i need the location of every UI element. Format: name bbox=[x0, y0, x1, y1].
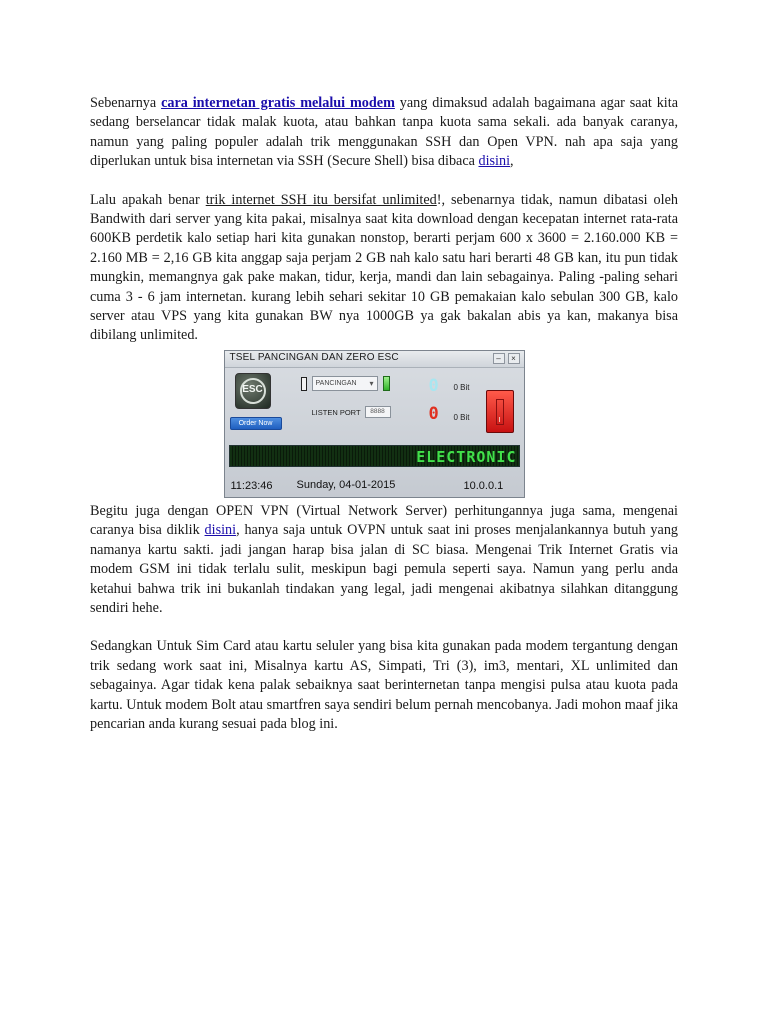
upload-counter: 0 bbox=[428, 375, 439, 396]
para3-text-start: Begitu juga dengan OPEN VPN (Virtual Network Server) perhitungannya juga sama, mengenai caranya bisa diklik bbox=[90, 502, 678, 539]
listen-port-label: LISTEN PORT bbox=[311, 407, 361, 417]
download-counter: 0 bbox=[428, 403, 439, 424]
paragraph-4: Sedangkan Untuk Sim Card atau kartu seluler yang bisa kita gunakan pada modem tergantung dengan trik sedang work saat ini, Misalnya kartu AS, Simpati, Tri (3), im3, mentari, XL unlimited dan sebagainya. Agar tidak kena palak sebaiknya saat berinternetan tanpa mengisi pulsa atau kuota pada kartu. Untuk modem Bolt atau smartfren saya sendiri belum pernah mencobanya. Jadi mohon maaf jika pencarian anda kurang sesuai pada blog ini. bbox=[90, 638, 678, 732]
document-body bbox=[90, 94, 678, 734]
logo-text: ESC bbox=[242, 383, 263, 395]
mode-select[interactable] bbox=[312, 376, 378, 391]
upload-bits: 0 Bit bbox=[453, 382, 470, 392]
minimize-icon[interactable]: – bbox=[493, 353, 505, 364]
internet-gratis-link[interactable]: cara internetan gratis melalui modem bbox=[161, 95, 395, 111]
listen-port-input[interactable]: 8888 bbox=[365, 406, 391, 418]
disini-link-ovpn[interactable]: disini bbox=[204, 522, 237, 539]
date-readout: Sunday, 04-01-2015 bbox=[296, 478, 396, 491]
app-titlebar bbox=[225, 351, 524, 368]
para2-text-rest: !, sebenarnya tidak, namun dibatasi oleh Bandwith dari server yang kita pakai, misalnya saat kita download dengan kecepatan internet rata-rata 600KB perdetik kalo setiap hari kita gunakan nonstop, berarti perjam 600 x 3600 = 2.160.000 KB = 2.160 MB = 2,16 GB kita anggap saja perjam 2 GB nah kalo satu hari berarti 48 GB kan, itu pun tidak mungkin, memangnya gak pake makan, tidur, kerja, mandi dan lain sebagainya. Paling -paling sehari cuma 3 - 6 jam internetan. kurang lebih sehari sekitar 10 GB pemakaian kalo sebulan 300 GB, kalo server atau VPS yang kita gunakan BW nya 1000GB ya gak bakalan abis ya kan, makanya bisa dibilang unlimited. bbox=[90, 191, 678, 344]
led-ticker bbox=[229, 445, 520, 467]
disini-link-ssh[interactable]: disini bbox=[478, 153, 511, 170]
download-bits: 0 Bit bbox=[453, 412, 470, 422]
power-switch[interactable] bbox=[486, 390, 514, 433]
para2-text-start: Lalu apakah benar bbox=[90, 191, 206, 208]
order-now-button[interactable]: Order Now bbox=[230, 417, 282, 430]
ticker-text: ELECTRONIC bbox=[416, 447, 517, 466]
para1-text-start: Sebenarnya bbox=[90, 95, 162, 111]
paragraph-gap bbox=[90, 618, 678, 637]
app-statusbar bbox=[225, 473, 524, 497]
esc-logo bbox=[235, 373, 271, 409]
app-title: TSEL PANCINGAN DAN ZERO ESC bbox=[229, 351, 399, 363]
chevron-down-icon: ▾ bbox=[369, 378, 374, 388]
paragraph-3 bbox=[90, 502, 678, 618]
para3-text-rest: , hanya saja untuk OVPN untuk saat ini proses menjalankannya butuh yang namanya kartu sakti. jadi jangan harap bisa jalan di SC biasa. Mengenai Trik Internet Gratis via modem GSM ini tidak terlalu sulit, meskipun bagi pemula seperti saya. Namun yang perlu anda ketahui bahwa trik ini bukanlah tindakan yang legal, jadi mengenai akibatnya silahkan ditanggung sendiri hehe. bbox=[90, 522, 679, 616]
power-switch-label: I bbox=[498, 416, 501, 424]
status-led-icon bbox=[383, 376, 390, 391]
paragraph-2 bbox=[90, 191, 678, 346]
paragraph-gap bbox=[90, 172, 678, 191]
window-controls bbox=[493, 353, 520, 364]
version-readout: 10.0.0.1 bbox=[463, 479, 504, 492]
clock-readout: 11:23:46 bbox=[230, 479, 273, 492]
paragraph-1 bbox=[90, 94, 678, 172]
app-screenshot bbox=[224, 350, 527, 500]
para1-text-middle: yang dimaksud adalah bagaimana agar saat kita sedang berselancar tidak malak kuota, atau bahkan tanpa kuota sama sekali. ada banyak caranya, namun yang paling populer adalah trik menggunakan SSH dan Open VPN. nah apa saja yang diperlukan untuk bisa internetan via SSH (Secure Shell) bisa dibaca bbox=[90, 95, 678, 170]
mode-toggle[interactable] bbox=[301, 377, 307, 391]
para1-text-end: , bbox=[510, 153, 514, 170]
ssh-unlimited-phrase: trik internet SSH itu bersifat unlimited bbox=[205, 191, 437, 208]
close-icon[interactable]: × bbox=[508, 353, 520, 364]
mode-select-value: PANCINGAN bbox=[315, 379, 357, 387]
app-window bbox=[224, 350, 525, 498]
